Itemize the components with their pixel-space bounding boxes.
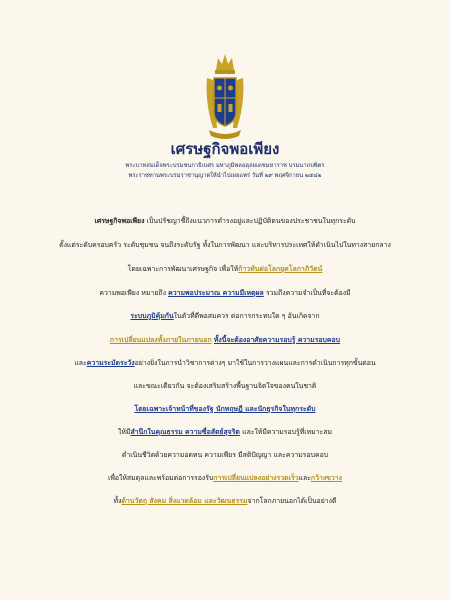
body-line-9 bbox=[4, 404, 446, 415]
royal-emblem-icon bbox=[199, 48, 251, 144]
body-line-11 bbox=[4, 450, 446, 461]
body-line-8 bbox=[4, 381, 446, 392]
body-text: ในตัวที่ดีพอสมควร ต่อการกระทบใด ๆ อันเกิดจาก bbox=[173, 312, 320, 320]
body-text: เป็นปรัชญาชี้ถึงแนวการดำรงอยู่และปฏิบัติตนของประชาชนในทุกระดับ bbox=[144, 217, 356, 225]
body-text: จากโลกภายนอกได้เป็นอย่างดี bbox=[247, 497, 337, 505]
body-line-2 bbox=[4, 240, 446, 251]
body-text: ให้มี bbox=[118, 428, 131, 436]
highlight-blue: ความพอประมาณ ความมีเหตุผล bbox=[168, 289, 264, 297]
highlight-gold: กว้างขวาง bbox=[310, 474, 342, 482]
highlight-blue: โดยเฉพาะเจ้าหน้าที่ของรัฐ นักทฤษฎี และนักธุรกิจในทุกระดับ bbox=[134, 405, 316, 413]
body-text: และ bbox=[74, 359, 87, 367]
body-text: อย่างยิ่งในการนำวิชาการต่างๆ มาใช้ในการวางแผนและการดำเนินการทุกขั้นตอน bbox=[134, 359, 376, 367]
body-text: ดำเนินชีวิตด้วยความอดทน ความเพียร มีสติปัญญา และความรอบคอบ bbox=[121, 451, 329, 459]
subtitle-royal-name: พระบาทสมเด็จพระบรมชนกาธิเบศร มหาภูมิพลอดุลยเดชมหาราช บรมนาถบพิตร bbox=[125, 163, 325, 169]
body-text: รวมถึงความจำเป็นที่จะต้องมี bbox=[263, 289, 351, 297]
body-line-13 bbox=[4, 496, 446, 507]
subtitle-permission-date: พระราชทานพระบรมราชานุญาตให้นำไปเผยแพร่ วันที่ ๒๙ พฤศจิกายน ๒๕๔๒ bbox=[128, 173, 322, 179]
body-line-12 bbox=[4, 473, 446, 484]
page-title: เศรษฐกิจพอเพียง bbox=[170, 140, 280, 158]
body-line-4 bbox=[4, 288, 446, 299]
body-text: และขณะเดียวกัน จะต้องเสริมสร้างพื้นฐานจิตใจของคนในชาติ bbox=[133, 382, 317, 390]
highlight-gold: การเปลี่ยนแปลงทั้งภายในภายนอก bbox=[109, 336, 212, 344]
body-term: เศรษฐกิจพอเพียง bbox=[94, 217, 145, 225]
highlight-blue: ความระมัดระวัง bbox=[86, 359, 135, 367]
body-text: ทั้ง bbox=[113, 497, 122, 505]
body-line-5 bbox=[4, 311, 446, 322]
body-line-6 bbox=[4, 335, 446, 346]
body-text: ความพอเพียง หมายถึง bbox=[99, 289, 169, 297]
body-line-10 bbox=[4, 427, 446, 438]
highlight-blue: ระบบภูมิคุ้มกัน bbox=[130, 312, 174, 320]
body-text: และ bbox=[298, 474, 311, 482]
highlight-gold: ก้าวทันต่อโลกยุคโลกาภิวัตน์ bbox=[238, 265, 323, 273]
body-text: และให้มีความรอบรู้ที่เหมาะสม bbox=[239, 428, 332, 436]
body-line-3 bbox=[4, 264, 446, 275]
body-line-7 bbox=[4, 358, 446, 369]
body-text: โดยเฉพาะการพัฒนาเศรษฐกิจ เพื่อให้ bbox=[127, 265, 239, 273]
body-text: เพื่อให้สมดุลและพร้อมต่อการรองรับ bbox=[107, 474, 214, 482]
body-line-1 bbox=[4, 216, 446, 227]
highlight-blue: สำนึกในคุณธรรม ความซื่อสัตย์สุจริต bbox=[130, 428, 240, 436]
highlight-blue: ทั้งนี้จะต้องอาศัยความรอบรู้ ความรอบคอบ bbox=[213, 336, 341, 344]
highlight-gold: การเปลี่ยนแปลงอย่างรวดเร็ว bbox=[213, 474, 299, 482]
highlight-gold: ด้านวัตถุ สังคม สิ่งแวดล้อม และวัฒนธรรม bbox=[121, 497, 248, 505]
body-text: ตั้งแต่ระดับครอบครัว ระดับชุมชน จนถึงระดับรัฐ ทั้งในการพัฒนา และบริหารประเทศให้ดำเนินไปในทางสายกลาง bbox=[59, 241, 391, 249]
